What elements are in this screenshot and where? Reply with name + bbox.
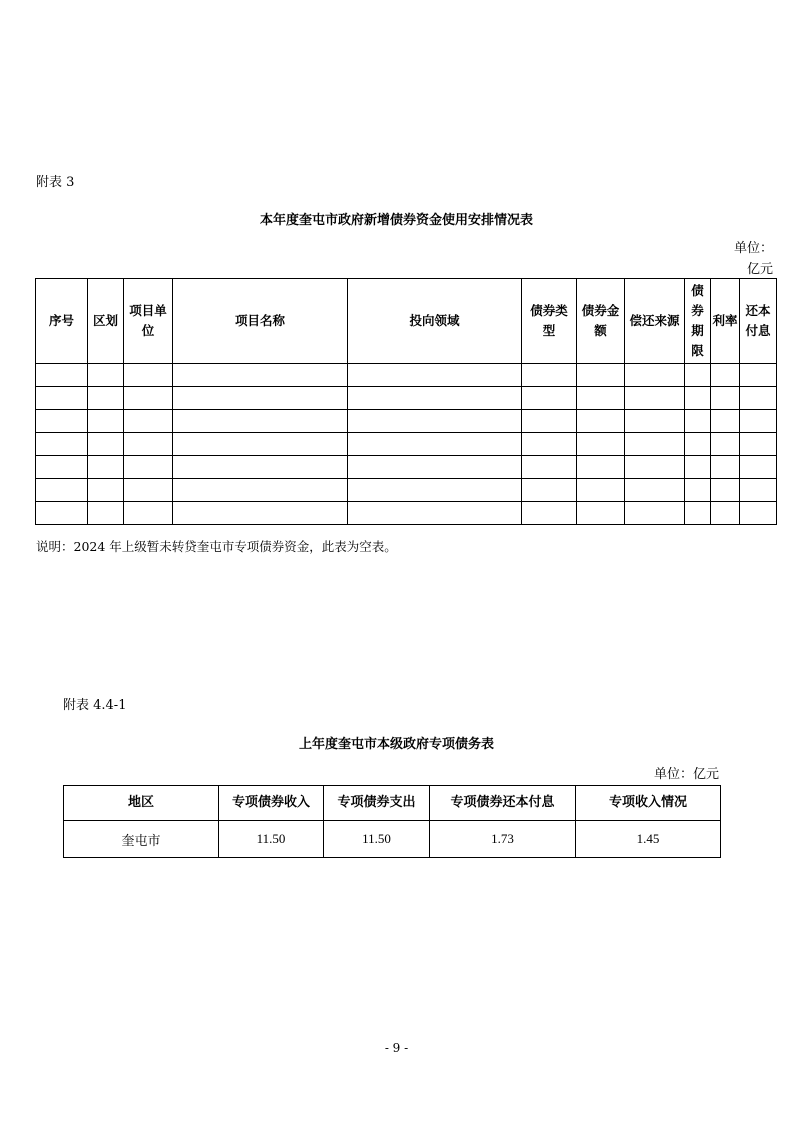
table-cell [124, 433, 173, 456]
table-row [36, 433, 777, 456]
table-cell [88, 479, 124, 502]
column-header: 专项债券还本付息 [430, 786, 576, 821]
table-cell [577, 364, 625, 387]
column-header: 专项债券支出 [324, 786, 430, 821]
table-cell [348, 456, 522, 479]
table-cell [711, 433, 740, 456]
section1-note: 说明：2024 年上级暂未转贷奎屯市专项债券资金，此表为空表。 [36, 539, 397, 554]
column-header: 项目单 位 [124, 279, 173, 364]
table-cell [711, 456, 740, 479]
table-cell [36, 364, 88, 387]
table-row [36, 387, 777, 410]
table-cell [36, 433, 88, 456]
table-row [36, 364, 777, 387]
table-cell [348, 502, 522, 525]
table-cell [173, 410, 348, 433]
table-row [64, 821, 721, 858]
table-cell [685, 364, 711, 387]
table-cell [577, 456, 625, 479]
table-cell [711, 410, 740, 433]
table-cell [348, 387, 522, 410]
table-cell [173, 433, 348, 456]
table-cell [522, 387, 577, 410]
column-header: 债券金 额 [577, 279, 625, 364]
table-cell [740, 502, 777, 525]
table-cell [711, 387, 740, 410]
table-cell [124, 410, 173, 433]
table-cell [348, 479, 522, 502]
table-cell [685, 410, 711, 433]
table-cell [36, 410, 88, 433]
table-cell: 11.50 [219, 821, 324, 858]
table-cell [685, 387, 711, 410]
table-cell [88, 502, 124, 525]
column-header: 还本 付息 [740, 279, 777, 364]
table-cell [685, 479, 711, 502]
table-cell [36, 456, 88, 479]
debt-allocation-table [35, 278, 777, 525]
table-cell [740, 387, 777, 410]
table-cell [124, 479, 173, 502]
table-cell [625, 456, 685, 479]
table-cell [173, 479, 348, 502]
table-cell [625, 502, 685, 525]
table-cell [577, 387, 625, 410]
section1-title: 本年度奎屯市政府新增债券资金使用安排情况表 [259, 213, 533, 228]
column-header: 区划 [88, 279, 124, 364]
page-number: - 9 - [384, 1041, 409, 1055]
table-cell [36, 387, 88, 410]
section1-unit-value: 亿元 [746, 262, 773, 277]
table-cell [577, 410, 625, 433]
table-cell [173, 502, 348, 525]
column-header: 专项债券收入 [219, 786, 324, 821]
table-cell [36, 502, 88, 525]
table-cell [577, 502, 625, 525]
table-cell: 1.45 [576, 821, 721, 858]
table-cell [522, 433, 577, 456]
table-cell [625, 479, 685, 502]
table-cell [522, 502, 577, 525]
table-cell [124, 502, 173, 525]
table-cell [577, 433, 625, 456]
column-header: 地区 [64, 786, 219, 821]
special-debt-table [63, 785, 721, 858]
column-header: 项目名称 [173, 279, 348, 364]
table-cell [740, 479, 777, 502]
table-cell [124, 387, 173, 410]
section1-unit-label: 单位： [733, 241, 773, 256]
table-cell [522, 364, 577, 387]
table-cell [36, 479, 88, 502]
table-cell [685, 456, 711, 479]
table-cell [685, 502, 711, 525]
table-header-row [36, 279, 777, 364]
column-header: 利率 [711, 279, 740, 364]
table-cell [348, 364, 522, 387]
table-cell [173, 387, 348, 410]
table-cell [625, 387, 685, 410]
table-cell [625, 364, 685, 387]
table-cell [711, 502, 740, 525]
table-cell [88, 433, 124, 456]
section2-unit: 单位：亿元 [653, 767, 719, 782]
column-header: 序号 [36, 279, 88, 364]
table-cell [348, 433, 522, 456]
table-cell [625, 433, 685, 456]
table-cell [88, 364, 124, 387]
table-cell [740, 410, 777, 433]
table-cell [522, 410, 577, 433]
section2-caption: 附表 4.4-1 [63, 698, 127, 713]
table-cell [740, 364, 777, 387]
table-cell [124, 364, 173, 387]
table-cell [88, 456, 124, 479]
table-cell [173, 364, 348, 387]
table-cell: 奎屯市 [64, 821, 219, 858]
table-cell [740, 456, 777, 479]
section2-title: 上年度奎屯市本级政府专项债务表 [298, 737, 494, 752]
table-cell [685, 433, 711, 456]
table-row [36, 479, 777, 502]
column-header: 偿还来源 [625, 279, 685, 364]
column-header: 投向领域 [348, 279, 522, 364]
table-cell: 1.73 [430, 821, 576, 858]
table-cell [740, 433, 777, 456]
table-cell [173, 456, 348, 479]
table-cell [711, 364, 740, 387]
table-cell [348, 410, 522, 433]
table-cell [711, 479, 740, 502]
table-cell [522, 479, 577, 502]
table-cell: 11.50 [324, 821, 430, 858]
table-row [36, 456, 777, 479]
table-cell [124, 456, 173, 479]
table-cell [88, 387, 124, 410]
table-row [36, 502, 777, 525]
table-header-row [64, 786, 721, 821]
table-cell [88, 410, 124, 433]
column-header: 专项收入情况 [576, 786, 721, 821]
table-row [36, 410, 777, 433]
table-cell [522, 456, 577, 479]
table-cell [625, 410, 685, 433]
section1-caption: 附表 3 [36, 175, 75, 190]
column-header: 债 券 期 限 [685, 279, 711, 364]
column-header: 债券类 型 [522, 279, 577, 364]
table-cell [577, 479, 625, 502]
